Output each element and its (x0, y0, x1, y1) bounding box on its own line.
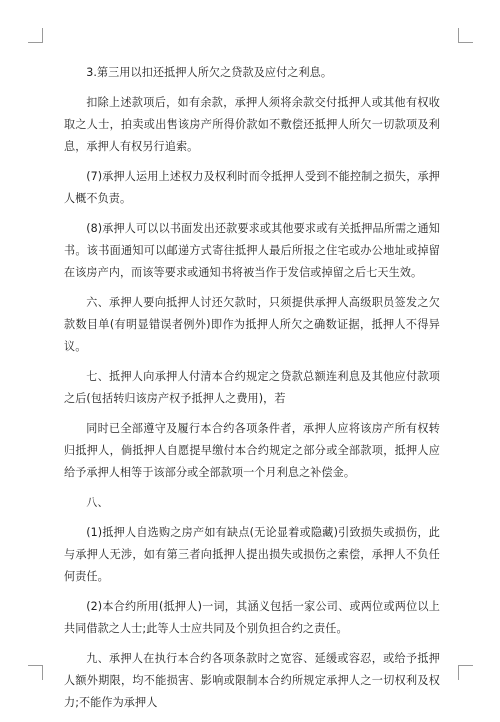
paragraph-section-8-clause-2: (2)本合约所用(抵押人)一词，其涵义包括一家公司、或两位或两位以上共同借款之人士;此等人士应共同及个别负担合约之责任。 (64, 600, 440, 635)
paragraph-clause-8: (8)承押人可以以书面发出还款要求或其他要求或有关抵押品所需之通知书。该书面通知可以邮递方式寄往抵押人最后所报之住宅或办公地址或掉留在该房产内，而该等要求或通知书将被当作于发信或掉留之后七天生效。 (64, 222, 440, 279)
paragraph-surplus: 扣除上述款项后，如有余款，承押人须将余款交付抵押人或其他有权收取之人士，拍卖或出售该房产所得价款如不敷偿还抵押人所欠一切款项及利息，承押人有权另行追索。 (64, 96, 440, 153)
paragraph-section-7: 七、抵押人向承押人付清本合约规定之贷款总额连利息及其他应付款项之后(包括转归该房产权予抵押人之费用)，若 (64, 370, 440, 405)
paragraph-section-8-heading: 八、 (86, 496, 109, 509)
crop-mark-top-left (28, 28, 43, 43)
document-body (64, 62, 440, 722)
paragraph-section-6: 六、承押人要向抵押人讨还欠款时，只须提供承押人高级职员签发之欠款数目单(有明显错误者例外)即作为抵押人所欠之确数证据，抵押人不得异议。 (64, 296, 440, 353)
paragraph-section-8-clause-1: (1)抵押人自选购之房产如有缺点(无论显着或隐藏)引致损失或损伤，此与承押人无涉，如有第三者向抵押人提出损失或损伤之索偿，承押人不负任何责任。 (64, 526, 440, 583)
paragraph-section-7-continued: 同时已全部遵守及履行本合约各项条件者，承押人应将该房产所有权转归抵押人，倘抵押人自愿提早缴付本合约规定之部分或全部款项，抵押人应给予承押人相等于该部分或全部款项一个月利息之补偿金。 (64, 422, 440, 479)
crop-mark-bottom-right (458, 665, 473, 680)
crop-mark-top-right (458, 28, 473, 43)
crop-mark-bottom-left (28, 665, 43, 680)
paragraph-third-use: 3.第三用以扣还抵押人所欠之贷款及应付之利息。 (86, 66, 333, 79)
paragraph-clause-7: (7)承押人运用上述权力及权利时而令抵押人受到不能控制之损失，承押人概不负责。 (64, 170, 440, 205)
paragraph-section-9: 九、承押人在执行本合约各项条款时之宽容、延缓或容忍，或给予抵押人额外期限，均不能损害、影响或限制本合约所规定承押人之一切权利及权力;不能作为承押人 (64, 652, 440, 709)
